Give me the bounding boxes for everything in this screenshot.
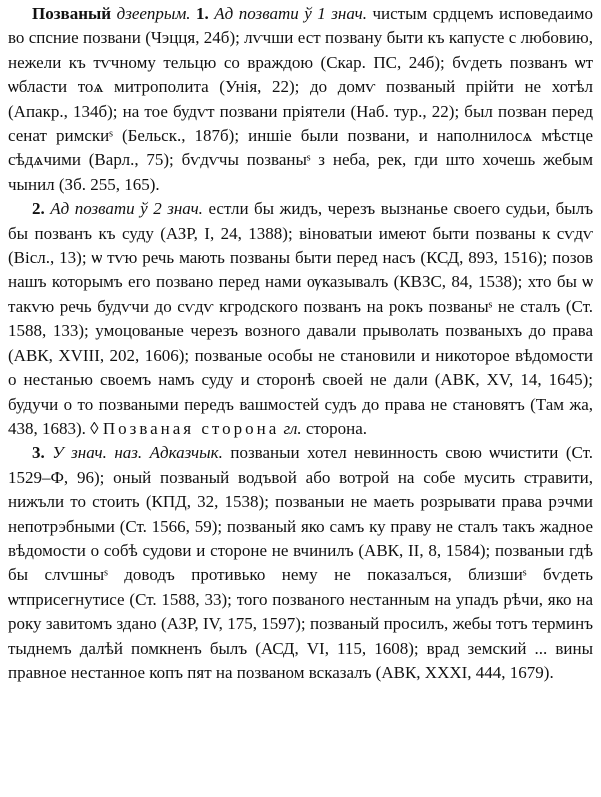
entry-paragraph-1: [8, 2, 593, 197]
sense-1-text: чистым срдцемъ исповедаимо во спсние позвани (Чэцця, 24б); лѵчши ест позвану быти къ капусте с любовию, нежели къ тѵчному тельцю со враждою (Скар. ПС, 24б); бѵдеть позванъ ѡт ѡбласти тоѧ митрополита (Унія, 22); до домѵ позваный прійти не хотѣл (Апакр., 134б); на тое будѵт позвани прiятели (Наб. тур., 22); был позван перед сенат римскиˢ (Бельск., 187б); иншiе были позвани, и наполнилосѧ мѣстце сѣдѧчими (Варл., 75); бѵдѵчы позваныˢ з неба, рек, гди што хочешь жебым чынил (Зб. 255, 165).: [8, 4, 593, 194]
phrase-marker: ◊: [90, 418, 99, 438]
entry-paragraph-3: [8, 441, 593, 685]
entry-paragraph-2: [8, 197, 593, 441]
part-of-speech: дзеeпрым.: [116, 4, 191, 23]
sense-2-text: естли бы жидъ, черезъ вызнанье своего судьи, былъ бы позванъ къ суду (АЗР, I, 24, 1388); віноватыи имеют быти позваны к сѵдѵ (Вісл., 13); ѡ тѵю речь мають позваны быти перед насъ (КСД, 893, 1516); позов нашъ которымъ его позвано перед нами ѹказывалъ (КВЗС, 84, 1538); хто бы ѡ такѵю речь будѵчи до сѵдѵ кгродского позванъ на рокъ позваныˢ не сталъ (Ст. 1588, 133); умоцованые черезъ возного давали прыволать позваныхъ до права (АВК, XVIII, 202, 1606); позваные особы не становили и никоторое вѣдомости о нестанью своемъ намъ суду и сторонѣ своей не дали (АВК, XV, 14, 1645); будучи о то позваными передъ вашмостей судъ до права не становятъ (Там жа, 438, 1683).: [8, 199, 594, 438]
sense-2-intro: Ад позвати ў 2 знач.: [50, 199, 203, 219]
sense-1-number: 1.: [196, 4, 209, 23]
phrase-ref: гл.: [283, 418, 302, 438]
sense-3-number: 3.: [32, 443, 45, 463]
sense-3-intro: У знач. наз. Адказчык.: [52, 443, 223, 463]
phrase: Позваная сторона: [102, 418, 280, 438]
sense-3-text: позваныи хотел невинность свою ѡчистити (Ст. 1529–Ф, 96); оный позваный водъвой або вотрой на собе мусить стравити, нижъли то стоить (КПД, 32, 1538); позваныи не маеть розрывати права рэчми непотрэбными (Ст. 1566, 59); позваный яко самъ ку праву не сталъ такъ жадное вѣдомости о собѣ судови и стороне не вчинилъ (АВК, II, 8, 1584); позваныи гдѣ бы слѵшныˢ доводъ противько нему не показалъся, близшиˢ бѵдеть ѡтприсегнутисе (Ст. 1588, 33); того позваного нестанным на упадъ рѣчи, яко на року завитомъ здано (АЗР, IV, 175, 1597); позваный просилъ, жебы тотъ терминъ тыднемъ далѣй помкненъ былъ (АСД, VI, 115, 1608); врад земский ... вины правное нестанное копъ пят на позваном всказалъ (АВК, XXXI, 444, 1679).: [8, 443, 594, 682]
phrase-target: сторона.: [305, 418, 368, 438]
headword: Позваный: [32, 4, 112, 23]
sense-1-intro: Ад позвати ў 1 знач.: [214, 4, 367, 23]
sense-2-number: 2.: [32, 199, 45, 219]
